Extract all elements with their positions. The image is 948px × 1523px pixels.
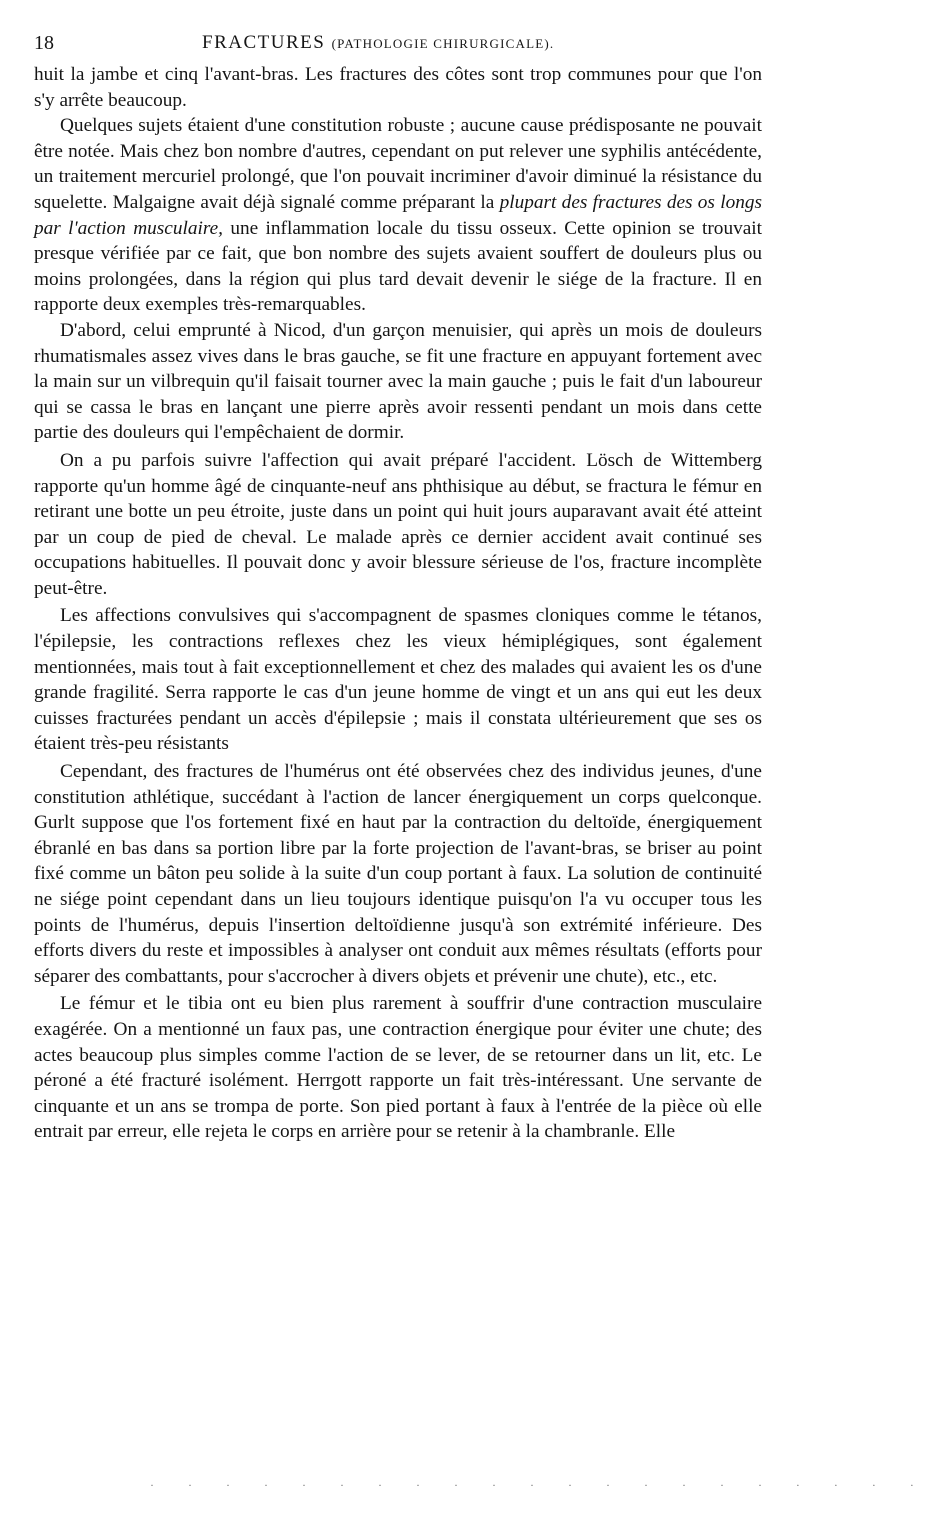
italic-citation: plupart des fractures des os longs par l'action musculaire,	[34, 191, 762, 239]
paragraph-2	[34, 113, 762, 318]
page-number: 18	[34, 32, 54, 54]
paragraph-1: huit la jambe et cinq l'avant-bras. Les fractures des côtes sont trop communes pour que l'on s'y arrête beaucoup.	[34, 64, 762, 111]
running-title-sub: (PATHOLOGIE CHIRURGICALE).	[331, 36, 555, 51]
paragraph-6: Cependant, des fractures de l'humérus ont été observées chez des individus jeunes, d'une constitution athlétique, succédant à l'action de lancer énergiquement un corps quelconque. Gurlt suppose que l'os fortement fixé en haut par la contraction du deltoïde, énergiquement ébranlé en bas dans sa portion libre par la forte projection de l'avant-bras, se briser au point fixé comme un bâton peu solide à la suite d'un coup portant à faux. La solution de continuité ne siége point cependant dans un lieu toujours identique puisqu'on l'a vu occuper tous les points de l'humérus, depuis l'insertion deltoïdienne jusqu'à son extrémité inférieure. Des efforts divers du reste et impossibles à analyser ont conduit aux mêmes résultats (efforts pour séparer des combattants, pour s'accrocher à divers objets et prévenir une chute), etc., etc.	[34, 761, 762, 987]
paragraph-4: On a pu parfois suivre l'affection qui avait préparé l'accident. Lösch de Wittemberg rapporte qu'un homme âgé de cinquante-neuf ans phthisique au début, se fractura le fémur en retirant une botte un peu étroite, juste dans un point qui huit jours auparavant avait été atteint par un coup de pied de cheval. Le malade après ce dernier accident avait continué ses occupations habituelles. Il pouvait donc y avoir blessure sérieuse de l'os, fracture incomplète peut-être.	[34, 449, 762, 599]
paragraph-3: D'abord, celui emprunté à Nicod, d'un garçon menuisier, qui après un mois de douleurs rhumatismales assez vives dans le bras gauche, se fit une fracture en appuyant fortement avec la main sur un vilbrequin qu'il faisait tourner avec la main gauche ; puis le fait d'un laboureur qui se cassa le bras en lançant une pierre après avoir ressenti pendant un mois dans cette partie des douleurs qui l'empêchaient de dormir.	[34, 319, 762, 444]
body-text	[34, 62, 762, 1145]
running-title-main: FRACTURES	[202, 32, 326, 53]
running-header	[34, 28, 762, 62]
paragraph-7: Le fémur et le tibia ont eu bien plus rarement à souffrir d'une contraction musculaire exagérée. On a mentionné un faux pas, une contraction énergique pour éviter une chute; des actes beaucoup plus simples comme l'action de se lever, de se retourner dans un lit, etc. Le péroné a été fracturé isolément. Herrgott rapporte un fait très-intéressant. Une servante de cinquante et un ans se trompa de porte. Son pied portant à faux à l'entrée de la pièce où elle entrait par erreur, elle rejeta le corps en arrière pour se retenir à la chambranle. Elle	[34, 993, 762, 1143]
paragraph-5: Les affections convulsives qui s'accompagnent de spasmes cloniques comme le tétanos, l'épilepsie, les contractions reflexes chez les vieux hémiplégiques, sont également mentionnées, mais tout à fait exceptionnellement et chez des malades qui avaient les os d'une grande fragilité. Serra rapporte le cas d'un jeune homme de vingt et un ans qui eut les deux cuisses fracturées pendant un accès d'épilepsie ; mais il constata ultérieurement que ses os étaient très-peu résistants	[34, 605, 762, 755]
paragraph-2-lead: Quelques sujets étaient d'une constitution robuste ; aucune cause prédisposante ne pouvait être notée. Mais chez bon nombre d'autres, cependant on put relever une syphilis antécédente, un traitement mercuriel prolongé, que l'on pouvait incriminer d'avoir diminué la résistance du squelette. Malgaigne avait déjà signalé comme préparant la	[34, 115, 762, 213]
bottom-dotted-rule: ·····················	[150, 1478, 948, 1492]
paragraph-2-tail: une inflammation locale du tissu osseux. Cette opinion se trouvait presque vérifiée par ce fait, que bon nombre des sujets avaient souffert de douleurs plus ou moins prolongées, dans la région qui plus tard devait devenir le siége de la fracture. Il en rapporte deux exemples très-remarquables.	[34, 217, 762, 316]
running-title	[202, 28, 554, 59]
